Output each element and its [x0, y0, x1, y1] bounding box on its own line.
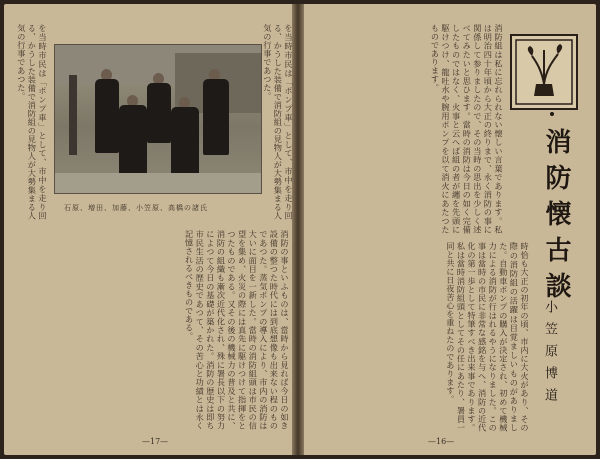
sprout-woodcut-illustration: [510, 34, 578, 110]
right-page-number: —16—: [428, 437, 455, 446]
left-lower-text: 消防の事といふものは、當時から見れば今日の如き設備の整つた時代には到底想像も出来ない程のものであつた。蒸気ポンプの導入により、市内の消防は大いに面目を一新した。當時の消防組頭は市民の信望を集め、火災の際には真先に駆けつけて指揮をとつたものである。又その後の機械力の普及と共に、消防の組織も漸次近代化され、殊に署長以下の努力によつて今日の基礎が築かれた。消防の歴史は即ち市民生活の歴史であつて、その苦心と功績とは永く記憶されるべきものである。: [184, 230, 290, 430]
left-top-column-text: を当時市民は「ポンプ車」として、市中を走り回る、かうした装備で消防組の見物人が大勢集まる人気の行事であつた。: [262, 24, 294, 220]
left-edge-column-text: を当時市民は「ポンプ車」として、市中を走り回る、かうした装備で消防組の見物人が大勢集まる人気の行事であつた。: [16, 24, 48, 220]
group-photo: [54, 44, 262, 194]
left-page-number: —17—: [142, 437, 169, 446]
photo-caption: 石原、増田、加藤、小笠原、高橋の諸氏: [64, 204, 208, 212]
right-upper-text: 消防組は私に忘れられない懐しい言葉であります。私は明治四十年頃から大正の終りまで、永く消防の事に関係して参りましたので、その当時の思出を少しく述べてみたいと思ひます。當時の消防は今日の如く完備したものではなく、火事と云へば組の者が纏を先頭に駆けつけ、龍吐水や腕用ポンプを以て消火にあたつたものであります。: [430, 24, 504, 234]
right-lower-text: 時恰も大正の初年の頃、市内に大火があり、その際の消防組の活躍は目覚ましいものがありました。自動車ポンプの購入が決定され、初めて機械力による消防が行はれるやうになりました。この事は當時の市民に非常な感銘を与へ、消防の近代化の第一歩として特筆すべき出来事であります。私は當時消防組頭としてその任にあたり、署員一同と共に日夜苦心を重ねたのであります。: [445, 242, 530, 432]
article-author: 小笠原博道: [542, 300, 557, 410]
title-dot: [550, 112, 554, 116]
article-title: 消防懐古談: [541, 128, 571, 308]
